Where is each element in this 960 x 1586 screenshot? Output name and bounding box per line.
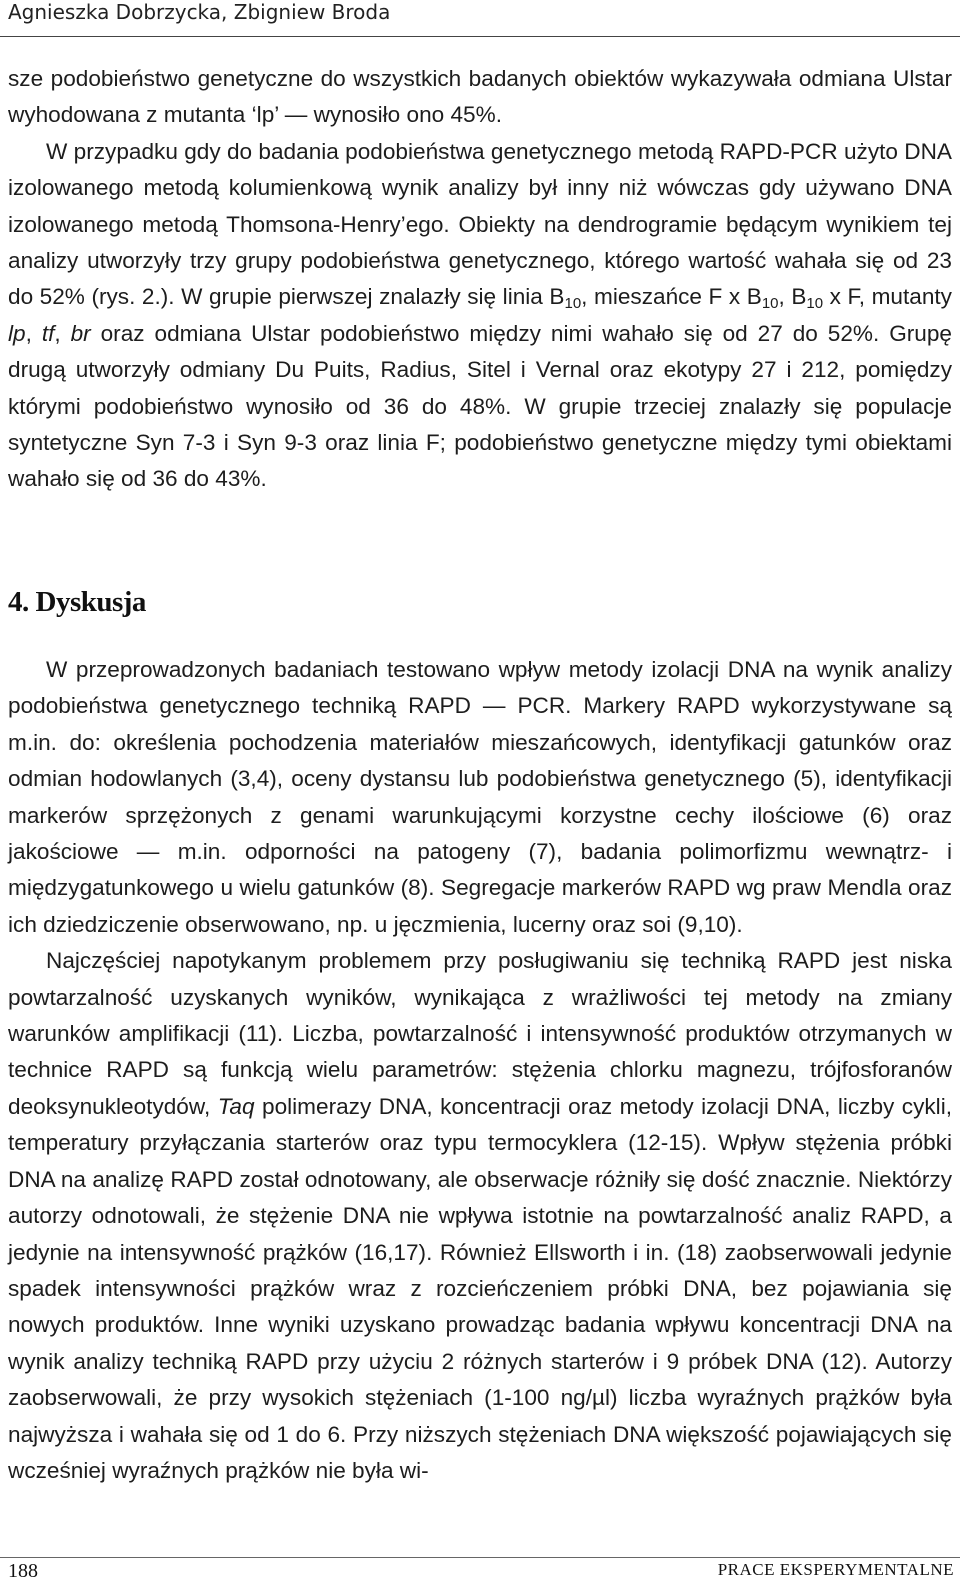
section-heading: 4. Dyskusja <box>8 586 146 618</box>
journal-section-label: PRACE EKSPERYMENTALNE <box>717 1560 954 1579</box>
italic-term: br <box>70 320 91 346</box>
discussion-paragraph-1: W przeprowadzonych badaniach testowano wpływ metody izolacji DNA na wynik analizy podobieństwa genetycznego techniką RAPD — PCR. Markery RAPD wykorzystywane są m.in. do: określenia pochodzenia materiałów mieszańcowych, identyfikacji gatunków oraz odmian hodowlanych (3,4), oceny dystansu lub podobieństwa genetycznego (5), identyfikacji markerów sprzężonych z genami warunkującymi korzystne cechy ilościowe (6) oraz jakościowe — m.in. odporności na patogeny (7), badania polimorfizmu wewnątrz- i międzygatunkowego u wielu gatunków (8). Segregacje markerów RAPD wg praw Mendla oraz ich dziedziczenie obserwowano, np. u jęczmienia, lucerny oraz soi (9,10). <box>8 657 952 937</box>
text-run: , mieszańce F x B <box>581 284 762 310</box>
page-number: 188 <box>8 1560 38 1582</box>
text-run: polimerazy DNA, koncentracji oraz metody izolacji DNA, liczby cykli, temperatury przyłączania starterów oraz typu termocyklera (12-15). Wpływ stężenia próbki DNA na analizę RAPD został odnotowany, ale obserwacje różniły się dość znacznie. Niektórzy autorzy odnotowali, że stężenie DNA nie wpływa istotnie na powtarzalność analiz RAPD, a jedynie na intensywność prążków (16,17). Również Ellsworth i in. (18) zaobserwowali jedynie spadek intensywności prążków wraz z rozcieńczeniem próbki DNA, bez pojawiania się nowych produktów. Inne wyniki uzyskano prowadząc badania wpływu koncentracji DNA na wynik analizy techniką RAPD przy użyciu 2 różnych starterów i 9 próbek DNA (12). Autorzy zaobserwowali, że przy wysokich stężeniach (1-100 ng/µl) liczba wyraźnych prążków była najwyższa i wahała się od 1 do 6. Przy niższych stężeniach DNA większość pojawiających się wcześniej wyraźnych prążków nie była wi- <box>8 1093 952 1483</box>
running-head-authors: Agnieszka Dobrzycka, Zbigniew Broda <box>8 0 391 24</box>
italic-term: tf <box>41 320 55 346</box>
footer-divider <box>0 1557 960 1558</box>
results-continuation <box>8 61 952 498</box>
results-paragraph-1: sze podobieństwo genetyczne do wszystkich badanych obiektów wykazywała odmiana Ulstar wyhodowana z mutanta ‘lp’ — wynosiło ono 45%. <box>8 66 952 128</box>
header-divider <box>0 36 960 37</box>
subscript: 10 <box>761 295 779 313</box>
text-run: , <box>25 320 42 346</box>
text-run: W przypadku gdy do badania podobieństwa genetycznego metodą RAPD-PCR użyto DNA izolowanego metodą kolumienkową wynik analizy był inny niż wówczas gdy używano DNA izolowanego metodą Thomsona-Henry’ego. Obiekty na dendrogramie będącym wynikiem tej analizy utworzyły trzy grupy podobieństwa genetycznego, którego wartość wahała się od 23 do 52% (rys. 2.). W grupie pierwszej znalazły się linia B <box>8 138 952 310</box>
text-run: Najczęściej napotykanym problemem przy posługiwaniu się techniką RAPD jest niska powtarzalność uzyskanych wyników, wynikająca z wrażliwości tej metody na zmiany warunków amplifikacji (11). Liczba, powtarzalność i intensywność produktów otrzymanych w technice RAPD są funkcją wielu parametrów: stężenia chlorku magnezu, trójfosforanów deoksynukleotydów, <box>8 948 952 1119</box>
results-paragraph-2 <box>8 134 952 498</box>
subscript: 10 <box>806 295 824 313</box>
text-run: x F, mutanty <box>823 284 952 310</box>
text-run: , B <box>778 284 807 310</box>
subscript: 10 <box>564 295 582 313</box>
text-run: , <box>54 320 71 346</box>
discussion-section <box>8 652 952 1489</box>
italic-term: Taq <box>217 1093 255 1119</box>
text-run: oraz odmiana Ulstar podobieństwo między nimi wahało się od 27 do 52%. Grupę drugą utworzyły odmiany Du Puits, Radius, Sitel i Vernal oraz ekotypy 27 i 212, pomiędzy którymi podobieństwo wynosiło od 36 do 48%. W grupie trzeciej znalazły się populacje syntetyczne Syn 7-3 i Syn 9-3 oraz linia F; podobieństwo genetyczne między tymi obiektami wahało się od 36 do 43%. <box>8 320 952 492</box>
discussion-paragraph-2 <box>8 943 952 1489</box>
italic-term: lp <box>8 320 26 346</box>
